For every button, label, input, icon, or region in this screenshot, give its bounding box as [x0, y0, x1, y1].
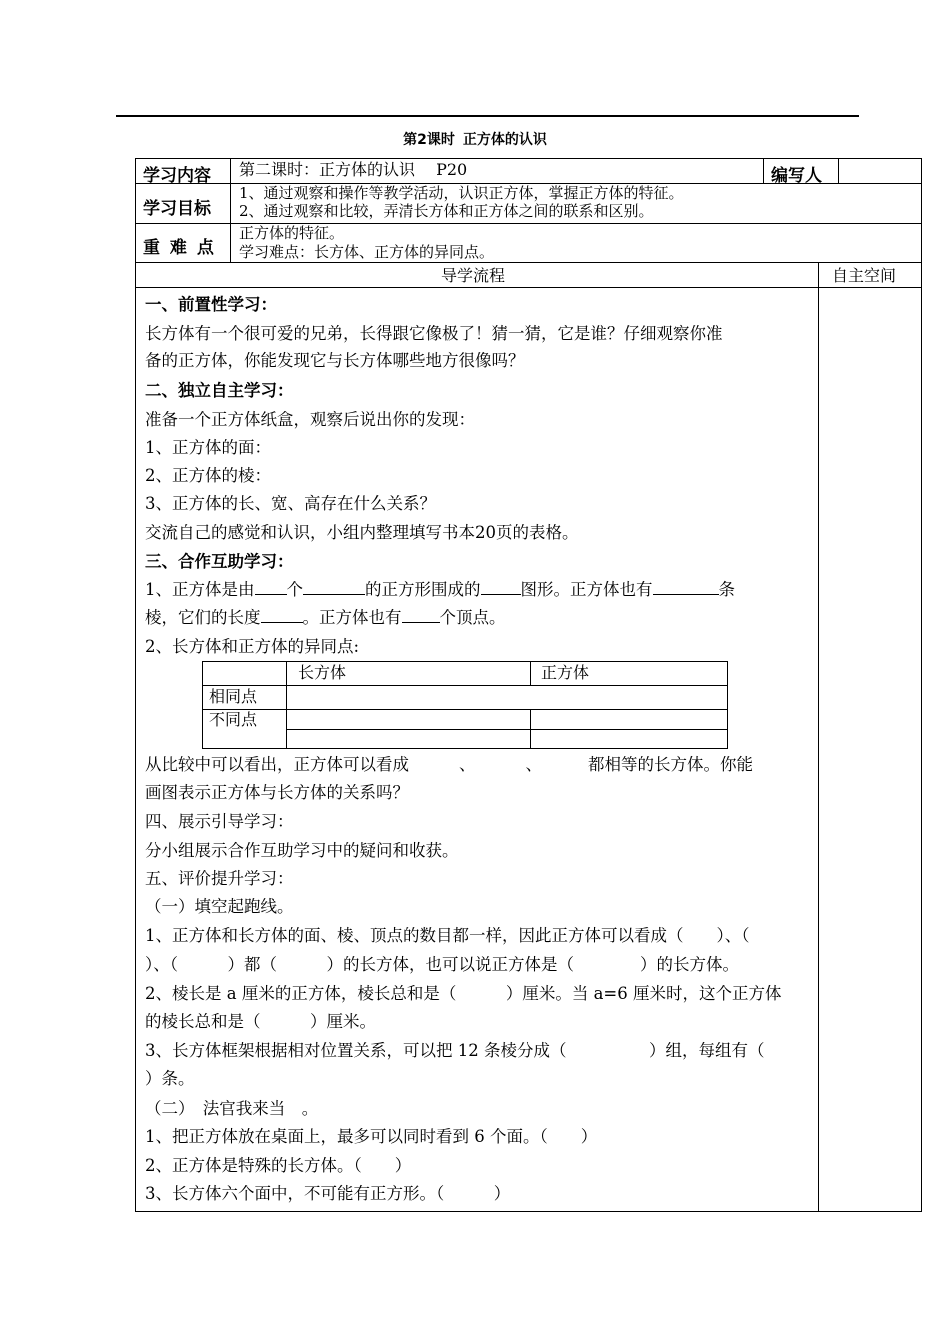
- content-value: 第二课时：正方体的认识 P20: [239, 160, 468, 179]
- section-heading: 四、展示引导学习：: [145, 812, 294, 831]
- answer-blank[interactable]: [481, 579, 521, 595]
- text-fragment: 1、正方体是由: [145, 580, 255, 599]
- header-col-divider: [838, 158, 839, 183]
- paragraph-line: 交流自己的感觉和认识，小组内整理填写书本20页的表格。: [145, 523, 579, 542]
- compare-row-divider: [286, 729, 728, 730]
- compare-col-divider: [530, 661, 531, 685]
- compare-table: [202, 661, 728, 749]
- answer-blank[interactable]: [653, 579, 719, 595]
- compare-row-header: 相同点: [209, 687, 258, 706]
- question-line: 2、正方体的棱：: [145, 466, 271, 485]
- paragraph-line: 备的正方体，你能发现它与长方体哪些地方很像吗？: [145, 351, 525, 370]
- judgement-line: 2、正方体是特殊的长方体。（ ）: [145, 1156, 412, 1175]
- paragraph-line: 画图表示正方体与长方体的关系吗？: [145, 783, 409, 802]
- answer-blank[interactable]: [261, 607, 303, 623]
- text-fragment: 。正方体也有: [302, 608, 402, 627]
- header-col-divider: [763, 158, 764, 183]
- text-fragment: 从比较中可以看出，正方体可以看成: [145, 755, 409, 774]
- text-fragment: 、: [525, 755, 542, 774]
- section-heading: 三、合作互助学习：: [145, 552, 294, 571]
- page-title: [0, 129, 950, 149]
- process-header-divider: [135, 287, 922, 288]
- section-heading: 二、独立自主学习：: [145, 381, 294, 400]
- fill-blank-line: [145, 751, 753, 775]
- difficulty-label: 重 难 点: [143, 238, 216, 258]
- process-header: 导学流程: [441, 266, 506, 285]
- text-fragment: 图形。正方体也有: [520, 580, 653, 599]
- compare-col-divider: [286, 661, 287, 749]
- compare-col-header: 正方体: [541, 663, 590, 682]
- question-line: 2、长方体和正方体的异同点:: [145, 637, 360, 656]
- text-fragment: 、: [459, 755, 476, 774]
- lesson-topic: 正方体的认识: [462, 132, 547, 148]
- question-line: 3、长方体框架根据相对位置关系，可以把 12 条棱分成（ ）组，每组有（: [145, 1041, 765, 1060]
- subsection-heading: （一）填空起跑线。: [145, 897, 294, 916]
- paragraph-line: 分小组展示合作互助学习中的疑问和收获。: [145, 841, 459, 860]
- section-heading: 五、评价提升学习：: [145, 869, 294, 888]
- text-fragment: 个: [286, 580, 303, 599]
- question-line: 的棱长总和是（ ）厘米。: [145, 1012, 376, 1031]
- fill-blank-line: [145, 604, 506, 628]
- paragraph-line: 长方体有一个很可爱的兄弟，长得跟它像极了！猜一猜，它是谁？仔细观察你准: [145, 324, 723, 343]
- goal-item: 1、通过观察和操作等教学活动，认识正方体，掌握正方体的特征。: [239, 184, 684, 202]
- compare-row-divider: [202, 685, 728, 686]
- judgement-line: 3、长方体六个面中，不可能有正方形。（ ）: [145, 1184, 511, 1203]
- difficulty-item: 正方体的特征。: [239, 224, 345, 242]
- answer-blank[interactable]: [402, 607, 440, 623]
- subsection-heading: （二） 法官我来当 。: [145, 1099, 319, 1118]
- goals-label: 学习目标: [143, 199, 211, 219]
- text-fragment: 的正方形围成的: [365, 580, 481, 599]
- question-line: 1、正方体和长方体的面、棱、顶点的数目都一样，因此正方体可以看成（ ）、（: [145, 926, 750, 945]
- lesson-number: 第2课时: [403, 132, 455, 148]
- content-label: 学习内容: [143, 166, 211, 186]
- header-col-divider: [230, 158, 231, 263]
- paragraph-line: 准备一个正方体纸盒，观察后说出你的发现：: [145, 410, 475, 429]
- section-heading: 一、前置性学习：: [145, 295, 277, 314]
- goal-item: 2、通过观察和比较，弄清长方体和正方体之间的联系和区别。: [239, 202, 654, 220]
- difficulty-item: 学习难点：长方体、正方体的异同点。: [239, 243, 495, 261]
- text-fragment: 条: [718, 580, 735, 599]
- question-line: 1、正方体的面：: [145, 438, 271, 457]
- answer-blank[interactable]: [255, 579, 287, 595]
- space-column-divider: [818, 263, 819, 1212]
- text-fragment: 个顶点。: [439, 608, 506, 627]
- question-line: 3、正方体的长、宽、高存在什么关系？: [145, 494, 436, 513]
- author-label: 编写人: [771, 166, 822, 186]
- fill-blank-line: [145, 576, 735, 600]
- space-header: 自主空间: [832, 266, 897, 285]
- question-line: ）条。: [145, 1069, 195, 1088]
- text-fragment: 都相等的长方体。你能: [588, 755, 753, 774]
- header-rule: [116, 115, 859, 117]
- compare-col-header: 长方体: [298, 663, 347, 682]
- question-line: ）、（ ）都（ ）的长方体，也可以说正方体是（ ）的长方体。: [145, 955, 739, 974]
- compare-row-header: 不同点: [209, 710, 258, 729]
- compare-col-divider: [530, 709, 531, 749]
- text-fragment: 棱，它们的长度: [145, 608, 261, 627]
- question-line: 2、棱长是 a 厘米的正方体，棱长总和是（ ）厘米。当 a=6 厘米时，这个正方体: [145, 984, 782, 1003]
- answer-blank[interactable]: [303, 579, 365, 595]
- judgement-line: 1、把正方体放在桌面上，最多可以同时看到 6 个面。（ ）: [145, 1127, 598, 1146]
- compare-row-divider: [202, 709, 728, 710]
